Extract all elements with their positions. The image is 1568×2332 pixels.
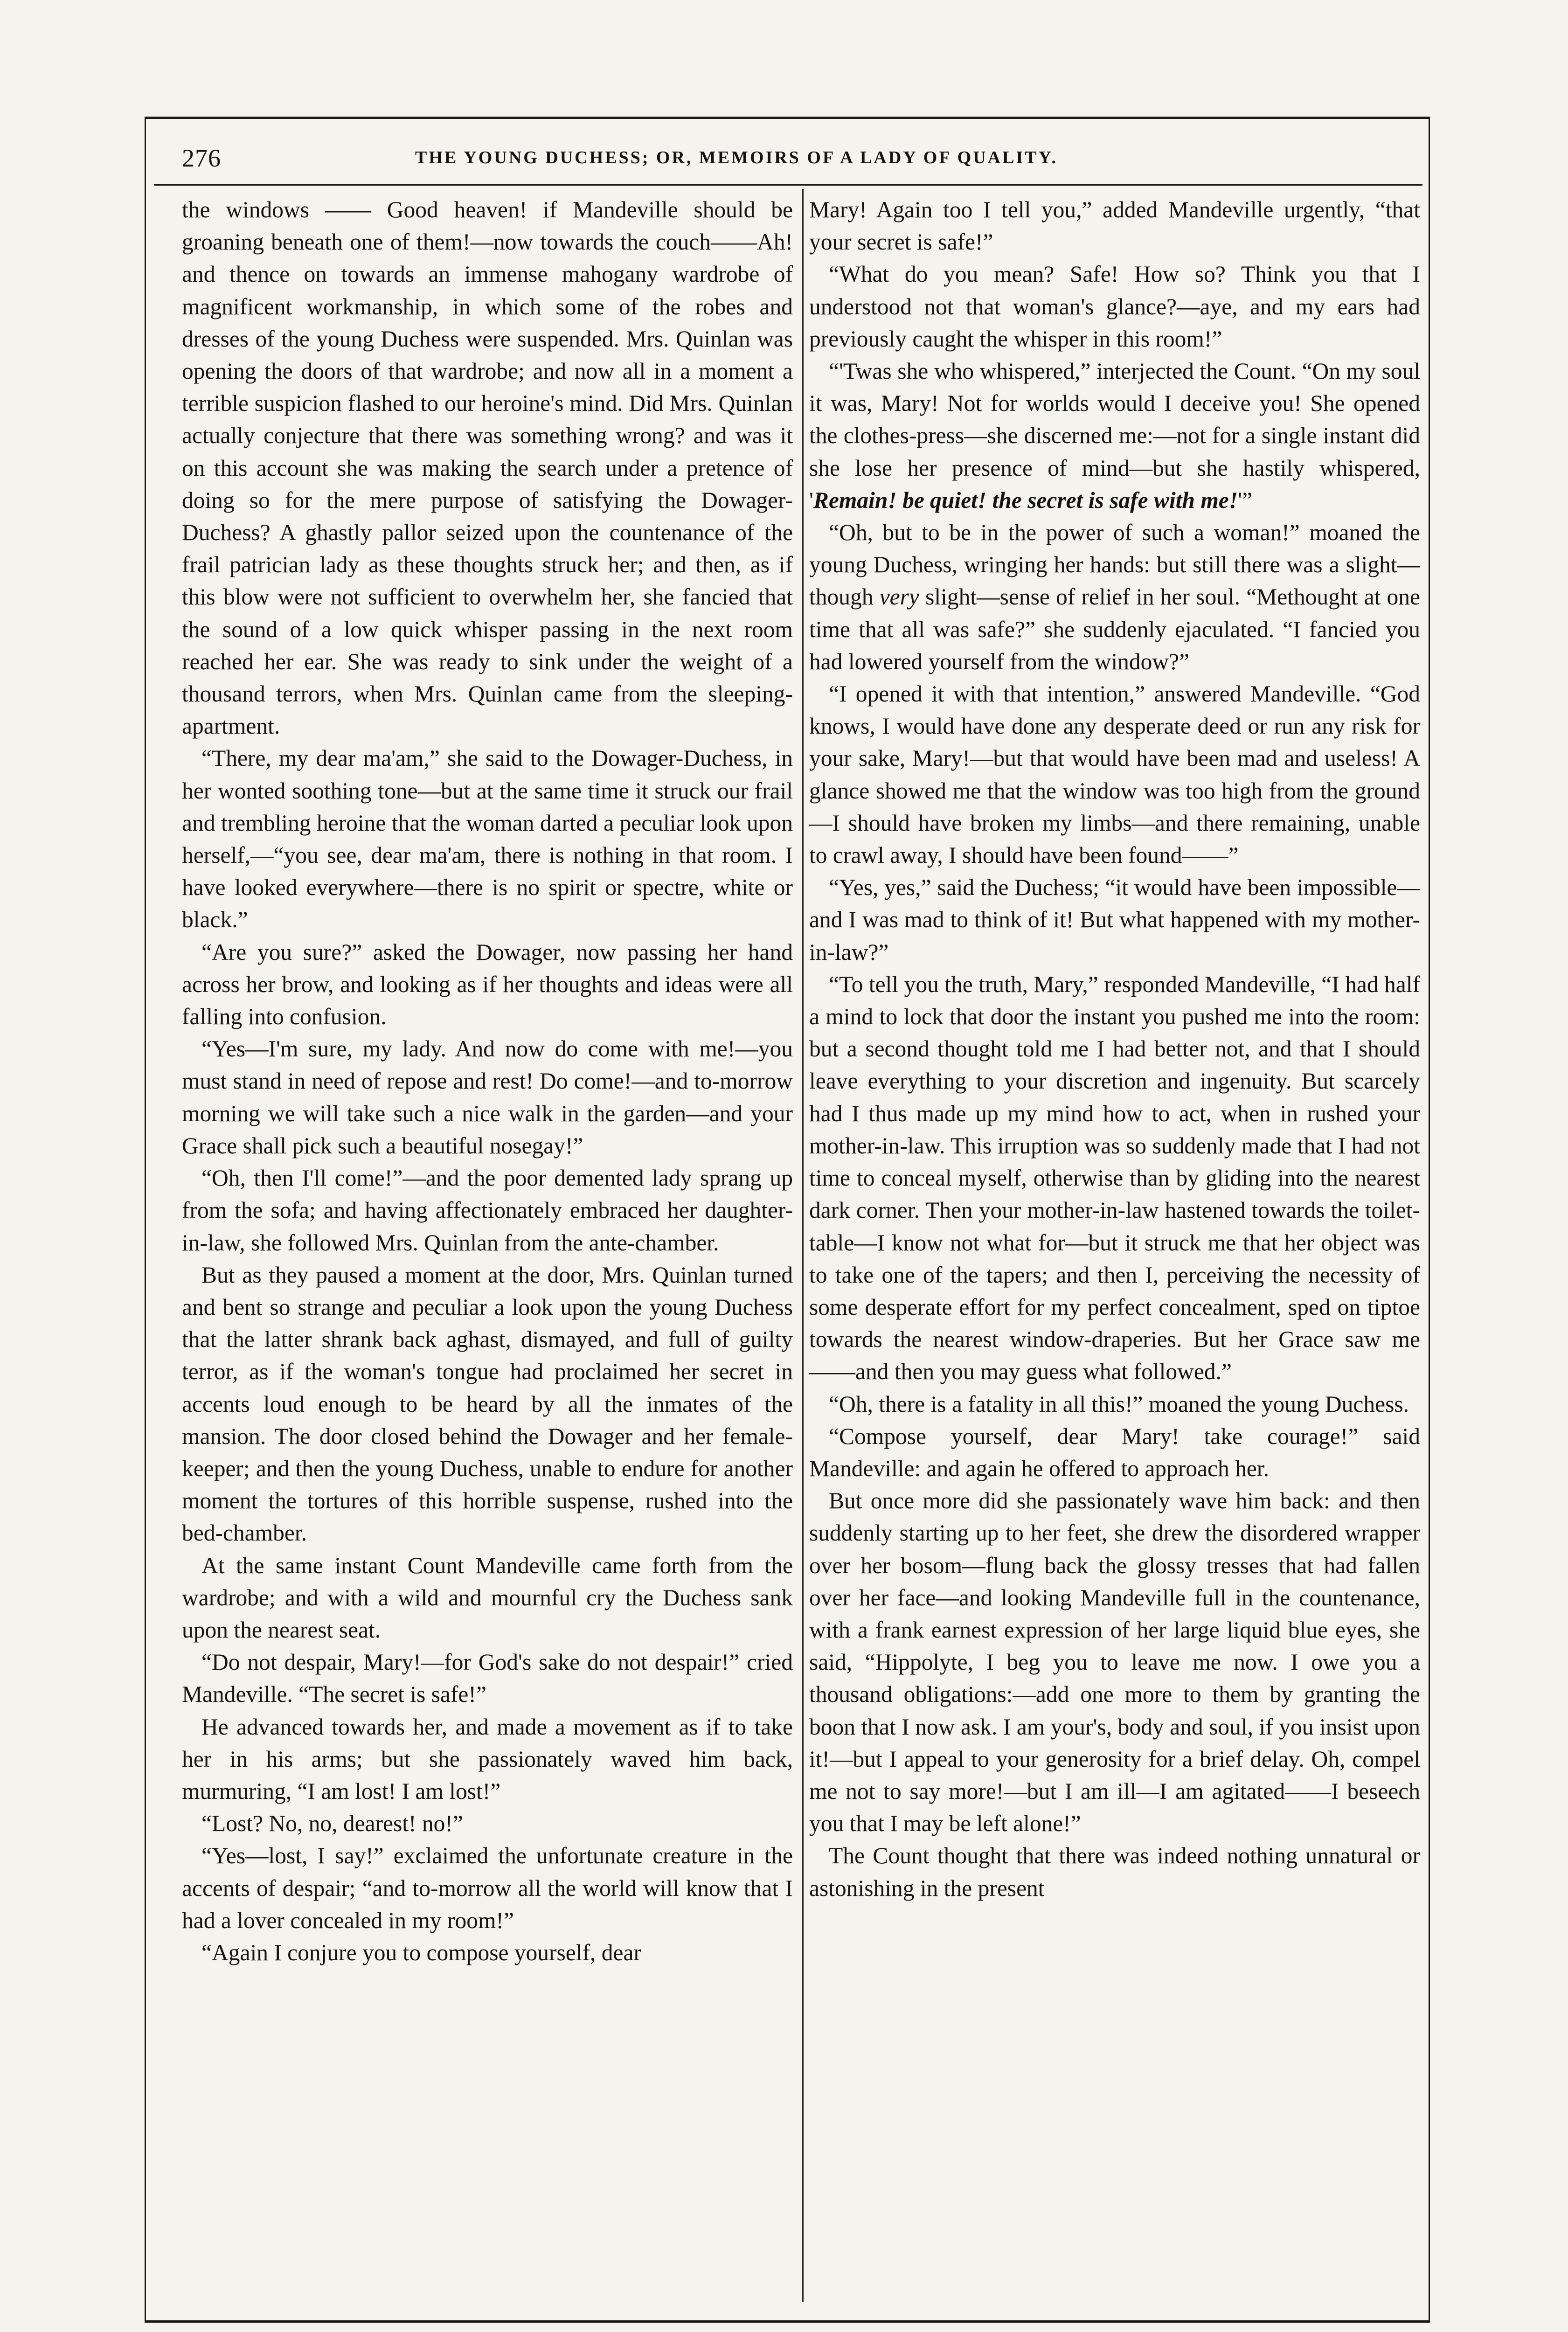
paragraph: “Lost? No, no, dearest! no!” xyxy=(201,1811,463,1837)
paragraph xyxy=(809,355,1420,516)
paragraph: “Oh, then I'll come!”—and the poor demented lady sprang up from the sofa; and having affectionately embraced her daughter-in-law, she followed Mrs. Quinlan from the ante-chamber. xyxy=(182,1165,793,1256)
column-divider xyxy=(802,189,804,2302)
header-rule xyxy=(154,184,1422,186)
closing-quote: '” xyxy=(1238,487,1253,513)
running-head: THE YOUNG DUCHESS; OR, MEMOIRS OF A LADY OF QUALITY. xyxy=(415,148,1058,167)
paragraph: “I opened it with that intention,” answered Mandeville. “God knows, I would have done any desperate deed or run any risk for your sake, Mary!—but that would have been mad and useless! A glance showed me that the window was too high from the ground—I should have broken my limbs—and there remaining, unable to crawl away, I should have been found——” xyxy=(809,681,1420,868)
paragraph: “Compose yourself, dear Mary! take courage!” said Mandeville: and again he offered to approach her. xyxy=(809,1423,1420,1481)
paragraph: He advanced towards her, and made a movement as if to take her in his arms; but she passionately waved him back, murmuring, “I am lost! I am lost!” xyxy=(182,1714,793,1804)
paragraph-text: “Oh, but to be in the power of such a woman!” moaned the young Duchess, wringing her hands: but still there was a slight—though xyxy=(809,520,1420,610)
paragraph xyxy=(809,516,1420,678)
page-number: 276 xyxy=(182,144,221,172)
paragraph-text: “'Twas she who whispered,” interjected the Count. “On my soul it was, Mary! Not for worlds would I deceive you! She opened the clothes-press—she discerned me:—not for a single instant did she lose her presence of mind—but she hastily whispered, ' xyxy=(809,358,1420,513)
paragraph: “Are you sure?” asked the Dowager, now passing her hand across her brow, and looking as if her thoughts and ideas were all falling into confusion. xyxy=(182,939,793,1030)
paragraph: But once more did she passionately wave him back: and then suddenly starting up to her feet, she drew the disordered wrapper over her bosom—flung back the glossy tresses that had fallen over her face—and looking Mandeville full in the countenance, with a frank earnest expression of her large liquid blue eyes, she said, “Hippolyte, I beg you to leave me now. I owe you a thousand obligations:—add one more to them by granting the boon that I now ask. I am your's, body and soul, if you insist upon it!—but I appeal to your generosity for a brief delay. Oh, compel me not to say more!—but I am ill—I am agitated——I beseech you that I may be left alone!” xyxy=(809,1488,1420,1837)
emphasis: very xyxy=(879,584,919,610)
paragraph: But as they paused a moment at the door, Mrs. Quinlan turned and bent so strange and peculiar a look upon the young Duchess that the latter shrank back aghast, dismayed, and full of guilty terror, as if the woman's tongue had proclaimed her secret in accents loud enough to be heard by all the inmates of the mansion. The door closed behind the Dowager and her female-keeper; and then the young Duchess, unable to endure for another moment the tortures of this horrible suspense, rushed into the bed-chamber. xyxy=(182,1262,793,1546)
paragraph: “What do you mean? Safe! How so? Think you that I understood not that woman's glance?—aye, and my ears had previously caught the whisper in this room!” xyxy=(809,261,1420,352)
paragraph: “There, my dear ma'am,” she said to the Dowager-Duchess, in her wonted soothing tone—but at the same time it struck our frail and trembling heroine that the woman darted a peculiar look upon herself,—“you see, dear ma'am, there is nothing in that room. I have looked everywhere—there is no spirit or spectre, white or black.” xyxy=(182,745,793,933)
page-header xyxy=(182,144,1432,176)
paragraph: “Yes—I'm sure, my lady. And now do come with me!—you must stand in need of repose and rest! Do come!—and to-morrow morning we will take such a nice walk in the garden—and your Grace shall pick such a beautiful nosegay!” xyxy=(182,1036,793,1159)
paragraph: “Do not despair, Mary!—for God's sake do not despair!” cried Mandeville. “The secret is safe!” xyxy=(182,1649,793,1707)
paragraph: Mary! Again too I tell you,” added Mandeville urgently, “that your secret is safe!” xyxy=(809,197,1420,255)
paragraph: the windows —— Good heaven! if Mandeville should be groaning beneath one of them!—now towards the couch——Ah! and thence on towards an immense mahogany wardrobe of magnificent workmanship, in which some of the robes and dresses of the young Duchess were suspended. Mrs. Quinlan was opening the doors of that wardrobe; and now all in a moment a terrible suspicion flashed to our heroine's mind. Did Mrs. Quinlan actually conjecture that there was something wrong? and was it on this account she was making the search under a pretence of doing so for the mere purpose of satisfying the Dowager-Duchess? A ghastly pallor seized upon the countenance of the frail patrician lady as these thoughts struck her; and then, as if this blow were not sufficient to overwhelm her, she fancied that the sound of a low quick whisper passing in the next room reached her ear. She was ready to sink under the weight of a thousand terrors, when Mrs. Quinlan came from the sleeping-apartment. xyxy=(182,197,793,739)
whispered-quote: Remain! be quiet! the secret is safe with me! xyxy=(813,487,1238,513)
paragraph: “Again I conjure you to compose yourself, dear xyxy=(201,1939,641,1965)
paragraph: “To tell you the truth, Mary,” responded Mandeville, “I had half a mind to lock that door the instant you pushed me into the room: but a second thought told me I had better not, and that I should leave everything to your discretion and ingenuity. But scarcely had I thus made up my mind how to act, when in rushed your mother-in-law. This irruption was so suddenly made that I had not time to conceal myself, otherwise than by gliding into the nearest dark corner. Then your mother-in-law hastened towards the toilet-table—I know not what for—but it struck me that her object was to take one of the tapers; and then I, perceiving the necessity of some desperate effort for my perfect concealment, sped on tiptoe towards the nearest window-draperies. But her Grace saw me——and then you may guess what followed.” xyxy=(809,971,1420,1385)
paragraph: “Yes, yes,” said the Duchess; “it would have been impossible—and I was mad to think of it! But what happened with my mother-in-law?” xyxy=(809,874,1420,965)
paragraph-text: slight—sense of relief in her soul. “Methought at one time that all was safe?” she suddenly ejaculated. “I fancied you had lowered yourself from the window?” xyxy=(809,584,1420,674)
paragraph: “Yes—lost, I say!” exclaimed the unfortunate creature in the accents of despair; “and to-morrow all the world will know that I had a lover concealed in my room!” xyxy=(182,1843,793,1933)
paragraph: At the same instant Count Mandeville came forth from the wardrobe; and with a wild and mournful cry the Duchess sank upon the nearest seat. xyxy=(182,1552,793,1643)
paragraph: “Oh, there is a fatality in all this!” moaned the young Duchess. xyxy=(829,1391,1409,1417)
right-column xyxy=(809,194,1420,2311)
left-column xyxy=(182,194,793,2311)
paragraph: The Count thought that there was indeed nothing unnatural or astonishing in the present xyxy=(809,1843,1420,1901)
